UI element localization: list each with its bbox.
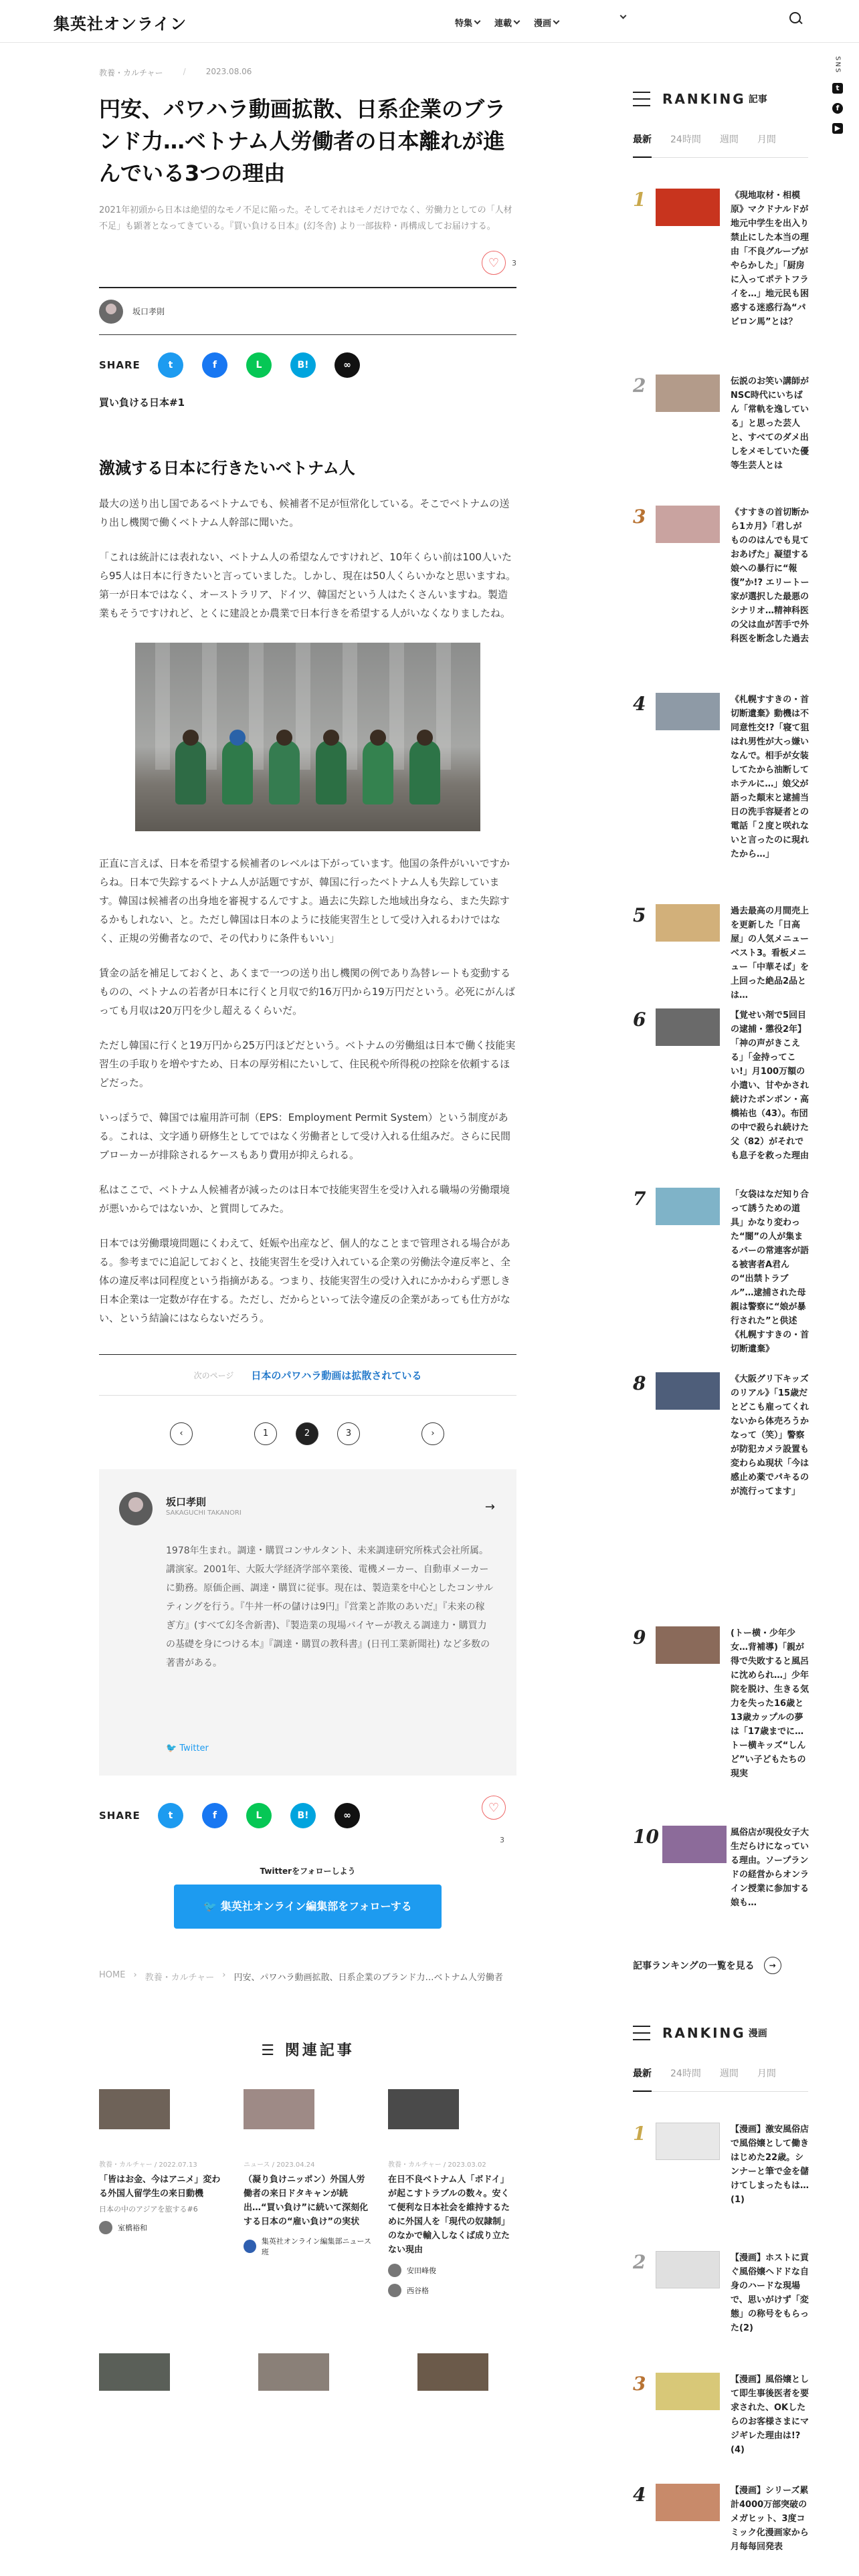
- rank-number: 9: [633, 1626, 646, 1648]
- sns-column: [830, 56, 846, 134]
- breadcrumb-home[interactable]: HOME: [99, 1970, 126, 1980]
- rank-title[interactable]: 《現地取材・相模原》マクドナルドが地元中学生を出入り禁止にした本当の理由「不良グループがやらかした」「厨房に入ってポテトフライを…」地元民も困惑する迷惑行為“パビロン馬”とは？: [731, 191, 809, 327]
- twitter-share-button[interactable]: t: [158, 352, 183, 378]
- related-author-name: 室橋裕和: [118, 2224, 147, 2232]
- related-title[interactable]: 在日不良ベトナム人「ボドイ」が起こすトラブルの数々。安くて便利な日本社会を維持するために外国人を「現代の奴隷制」のなかで輸入しなくば成り立たない現由: [388, 2175, 510, 2255]
- copy-link-button[interactable]: ∞: [335, 352, 360, 378]
- ranking-list: [633, 2123, 808, 2551]
- tab-24h[interactable]: 24時間: [670, 2068, 701, 2079]
- author-twitter-label: Twitter: [179, 1743, 209, 1753]
- related-meta: 教養・カルチャー / 2023.03.02: [388, 2161, 486, 2169]
- related-heading: [99, 2039, 516, 2060]
- related-card[interactable]: [99, 2089, 227, 2297]
- follow-button-label: 集英社オンライン編集部をフォローする: [220, 1900, 412, 1913]
- tab-latest[interactable]: 最新: [633, 132, 652, 158]
- related-author-name: 集英社オンライン編集部ニュース班: [261, 2237, 371, 2256]
- ranking-header: [633, 2025, 808, 2041]
- rank-number: 2: [633, 2251, 646, 2273]
- nav-item-feature[interactable]: [455, 16, 480, 29]
- pagination: [99, 1396, 516, 1469]
- like-row: [99, 235, 516, 288]
- prev-page-button[interactable]: ‹: [170, 1422, 193, 1445]
- series-label[interactable]: 買い負ける日本#1: [99, 397, 185, 409]
- rank-title[interactable]: 《すすきの首切断から1カ月》「君しがもののはんでも見ておあげた」凝望する娘への暴行に“報復”か!? エリートー家が選択した最悪のシナリオ…精神科医の父は血が苦手で外科医を断念した過去: [731, 508, 809, 644]
- rank-thumbnail[interactable]: [656, 1626, 720, 1664]
- follow-note: Twitterをフォローしよう: [260, 1866, 356, 1876]
- like-count: 3: [500, 1836, 504, 1844]
- related-author[interactable]: [244, 2236, 372, 2257]
- next-page-label: 次のページ: [193, 1370, 234, 1380]
- ranking-list-cont: [633, 1626, 808, 1800]
- article-category[interactable]: 教養・カルチャー: [99, 68, 163, 78]
- rank-title[interactable]: 【漫画】ホストに貢ぐ風俗嬢ヘドドな自身のハードな現場で、思いがけず「変態」の称号をもらった(2): [731, 2253, 809, 2333]
- nav-item-manga[interactable]: [534, 16, 559, 29]
- rank-number: 3: [633, 506, 646, 528]
- rank-number: 4: [633, 2484, 646, 2506]
- twitter-share-button[interactable]: t: [158, 1803, 183, 1828]
- tab-monthly[interactable]: 月間: [757, 2068, 776, 2079]
- paragraph: ただし韓国に行くと19万円から25万円ほどだという。ベトナムの労働組は日本で働く技能実習生の手取りを増やすため、日本の厚労相にたいして、住民税や所得税の控除を依頼するほどだった。: [99, 1039, 516, 1089]
- related-author-name: 西谷格: [407, 2286, 429, 2295]
- rank-thumbnail[interactable]: [656, 374, 720, 412]
- like-count: 3: [512, 259, 516, 267]
- rank-title[interactable]: 風俗店が現役女子大生だらけになっている理由。ソープランドの経営からオンライン授業に参加する娘も…: [731, 1828, 809, 1908]
- ranking-list-cont: [633, 1826, 808, 1933]
- rank-title[interactable]: 【漫画】シリーズ累計4000万部突破のメガヒット、3度コミック化漫画家から月每每回発表: [731, 2486, 809, 2552]
- rank-title[interactable]: 伝説のお笑い講師がNSC時代にいちばん「常軌を逸している」と思った芸人と、すべてのダメ出しをメモしていた優等生芸人とは: [731, 377, 809, 471]
- related-meta: 教養・カルチャー / 2022.07.13: [99, 2161, 197, 2169]
- global-nav: [455, 16, 559, 29]
- facebook-share-button[interactable]: f: [202, 352, 227, 378]
- related-author-name: 安田峰俊: [407, 2266, 436, 2275]
- author-kana: SAKAGUCHI TAKANORI: [166, 1509, 242, 1517]
- twitter-icon: 🐦: [203, 1900, 221, 1913]
- article-meta: [99, 67, 516, 78]
- heart-icon[interactable]: ♡: [482, 251, 506, 275]
- rank-thumbnail[interactable]: [662, 1826, 727, 1863]
- rank-number: 10: [633, 1826, 659, 1848]
- youtube-icon[interactable]: ▶: [832, 123, 843, 134]
- rank-number: 1: [633, 2123, 646, 2145]
- breadcrumb-current: 円安、パワハラ動画拡散、日系企業のブランド力…ベトナム人労働者: [233, 1973, 503, 1983]
- rank-title[interactable]: 「女袋はなだ知り合って誘うための道具」かなり変わった“闇”の人が集まるバーの常連客が語る被害者A君んの“出禁トラブル”…逮捕された母親は警察に“娘が暴行された”と供述《札幌すすきの・首切断遺棄》: [731, 1190, 809, 1354]
- page-1-button[interactable]: 1: [254, 1422, 277, 1445]
- rank-thumbnail[interactable]: [656, 2373, 720, 2410]
- nav-item-label: 連載: [494, 19, 512, 29]
- ranking-subtitle: 記事: [748, 94, 767, 105]
- related-title[interactable]: （凝り負けニッポン）外国人労働者の来日ドタキャンが続出…“買い負け”に続いて深刻化する日本の“雇い負け”の実状: [244, 2175, 369, 2227]
- ranking-tabs: [633, 2066, 808, 2092]
- rank-thumbnail[interactable]: [656, 2484, 720, 2521]
- ranking-more-label: 記事ランキングの一覧を見る: [633, 1961, 755, 1971]
- sns-label: SNS: [834, 56, 842, 74]
- share-bar: [99, 1802, 360, 1829]
- search-icon[interactable]: [789, 12, 804, 27]
- ranking-title: RANKING: [662, 2025, 746, 2041]
- chevron-down-icon: [514, 18, 520, 25]
- rank-number: 8: [633, 1372, 646, 1394]
- author-profile-box: [99, 1469, 516, 1776]
- paragraph: 日本では労働環境問題にくわえて、妊娠や出産など、個人的なことまで管理される場合がある。参考までに追記しておくと、技能実習生を受け入れている企業の労働法令違反率と、全体の違反率は同程度という指摘がある。つまり、技能実習生の受け入れにかかわらず悪しき日本企業は一定数が存在する。ただし、だからといって法令違反の企業があっても仕方がない、という結論にはならないだろう。: [99, 1237, 511, 1324]
- related-author[interactable]: [99, 2221, 227, 2234]
- chevron-right-icon: ›: [222, 1970, 226, 1980]
- hatena-share-button[interactable]: B!: [290, 1803, 316, 1828]
- nav-item-label: 特集: [455, 19, 473, 29]
- arrow-right-icon[interactable]: →: [484, 1500, 495, 1514]
- author-name[interactable]: 坂口孝則: [132, 307, 165, 316]
- tab-weekly[interactable]: 週間: [719, 134, 739, 145]
- related-author[interactable]: [388, 2264, 516, 2277]
- arrow-right-icon: →: [764, 1957, 781, 1974]
- site-logo[interactable]: 集英社オンライン: [54, 15, 187, 33]
- author-row: [99, 288, 516, 335]
- related-thumbnail[interactable]: [244, 2089, 314, 2129]
- avatar: [244, 2240, 256, 2253]
- ranking-title: RANKING: [662, 91, 746, 107]
- breadcrumb: [99, 1970, 516, 1983]
- related-series: 日本の中のアジアを旅する#6: [99, 2205, 198, 2214]
- page-3-button[interactable]: 3: [337, 1422, 360, 1445]
- rank-thumbnail[interactable]: [656, 693, 720, 730]
- ranking-header: [633, 91, 808, 107]
- related-thumbnail[interactable]: [99, 2353, 170, 2391]
- rank-title[interactable]: 《大阪グリ下キッズのリアル》「15歳だとどこも雇ってくれないから体売ろうかなって（笑）」警察が防犯カメラ設置も変わらぬ現状「今は感止め薬でパキるのが流行ってます」: [731, 1374, 809, 1497]
- chevron-down-icon: [474, 18, 481, 25]
- paragraph: 「これは統計には表れない、ベトナム人の希望なんですけれど、10年くらい前は100人いたら95人は日本に行きたいと言っていました。しかし、現在は50人くらいかなと思いますね。第一が日本ではなく、オーストラリア、ドイツ、韓国だという人はたくさんいますね。製造業もそうですけれど、とくに建設とか農業で日本行きを希望する人がいなくなりましたね。: [99, 551, 516, 619]
- hatena-share-button[interactable]: B!: [290, 352, 316, 378]
- rank-number: 3: [633, 2373, 646, 2395]
- avatar: [99, 2221, 112, 2234]
- related-thumbnail[interactable]: [388, 2089, 459, 2129]
- rank-title[interactable]: 《札幌すすきの・首切断遺棄》動機は不同意性交!?「寝て狙はれ男性が大っ嫌いなんで。相手が女装してたから油断してホテルに…」娘父が語った顛末と逮捕当日の洗手容疑者との電話「２度と咲れないと言ったのに現れたから…」: [731, 695, 809, 859]
- ranking-subtitle: 漫画: [748, 2028, 767, 2039]
- related-thumbnail[interactable]: [258, 2353, 329, 2391]
- chevron-down-icon: [553, 18, 560, 25]
- rank-thumbnail[interactable]: [656, 506, 720, 543]
- section-heading: 激減する日本に行きたいベトナム人: [99, 459, 355, 477]
- share-label: SHARE: [99, 1810, 140, 1822]
- rank-thumbnail[interactable]: [656, 1372, 720, 1410]
- share-label: SHARE: [99, 359, 140, 371]
- copy-link-button[interactable]: ∞: [335, 1803, 360, 1828]
- rank-number: 6: [633, 1008, 646, 1031]
- paragraph: いっぽうで、韓国では雇用許可制（EPS：Employment Permit System）という制度がある。これは、文字通り研修生としてではなく労働者として受け入れる仕組みだ。さらに民間ブローカーが排除されるケースもあり費用が抑えられる。: [99, 1111, 511, 1161]
- ranking-more-link[interactable]: [633, 1957, 781, 1974]
- meta-divider: /: [183, 67, 186, 76]
- follow-twitter-button[interactable]: [174, 1885, 442, 1929]
- tab-latest[interactable]: 最新: [633, 2066, 652, 2092]
- related-thumbnail[interactable]: [99, 2089, 170, 2129]
- chevron-right-icon: ›: [133, 1970, 137, 1980]
- tab-weekly[interactable]: 週間: [719, 2068, 739, 2079]
- article-title: 円安、パワハラ動画拡散、日系企業のブランド力…ベトナム人労働者の日本離れが進んでいる3つの理由: [99, 96, 506, 186]
- avatar[interactable]: [99, 300, 123, 324]
- next-page-title[interactable]: 日本のパワハラ動画は拡散されている: [251, 1369, 422, 1382]
- article-photo: [135, 643, 480, 831]
- rank-title[interactable]: 【漫画】激安風俗店で風俗嬢として働きはじめた22歳。シンナーと筆で金を儲けてしまったもは…(1): [731, 2125, 809, 2205]
- page-2-button[interactable]: 2: [296, 1422, 318, 1445]
- rank-thumbnail[interactable]: [656, 2123, 720, 2160]
- article-lead: 2021年初頭から日本は絶望的なモノ不足に陥った。そしてそれはモノだけでなく、労働力としての「人材不足」も顕著となってきている。『買い負ける日本』(幻冬舎) より一部抜粋・再構成してお届けする。: [99, 205, 512, 231]
- tab-24h[interactable]: 24時間: [670, 134, 701, 145]
- chevron-down-icon[interactable]: [620, 13, 627, 19]
- list-icon: [633, 2026, 650, 2040]
- avatar: [388, 2284, 401, 2297]
- related-card[interactable]: [388, 2089, 516, 2297]
- rank-title[interactable]: (トー横・少年少女…背補導)「親が得で失敗すると風呂に沈められ…」少年院を脱け、生きる気力を失った16歳と13歳カップルの夢は「17歳までに…トー横キッズ“しんど”い子どもたちの現実: [731, 1628, 809, 1779]
- next-page-link[interactable]: [99, 1354, 516, 1396]
- heart-icon[interactable]: ♡: [482, 1796, 506, 1820]
- ranking-tabs: [633, 132, 808, 158]
- ranking-list: [633, 189, 808, 1553]
- site-header: [0, 0, 859, 43]
- nav-item-series[interactable]: [494, 16, 519, 29]
- author-bio: 1978年生まれ。調達・購買コンサルタント、未来調達研究所株式会社所属。講演家。2001年、大阪大学経済学部卒業後、電機メーカー、自動車メーカーに勤務。原価企画、調達・購買に従事。現在は、製造業を中心としたコンサルティングを行う。『牛丼一杯の儲けは9円』『営業と詐欺のあいだ』『未来の稼ぎ方』(すべて幻冬舎新書)、『製造業の現場バイヤーが教える調達力・購買力の基礎を身につける本』『調達・購買の教科書』(日刊工業新聞社) など多数の著書がある。: [166, 1545, 494, 1669]
- rank-thumbnail[interactable]: [656, 904, 720, 942]
- related-author[interactable]: [388, 2284, 516, 2297]
- manga-ranking: [633, 2025, 808, 2551]
- facebook-icon[interactable]: f: [832, 103, 843, 114]
- related-articles-row2: [99, 2353, 516, 2391]
- rank-thumbnail[interactable]: [656, 1008, 720, 1046]
- share-bar: [99, 335, 516, 395]
- author-name[interactable]: 坂口孝則: [166, 1496, 207, 1508]
- line-share-button[interactable]: L: [246, 1803, 272, 1828]
- paragraph: 私はここで、ベトナム人候補者が減ったのは日本で技能実習生を受け入れる職場の労働環境が悪いからではないか、と質問してみた。: [99, 1184, 510, 1214]
- related-thumbnail[interactable]: [417, 2353, 488, 2391]
- rank-number: 2: [633, 374, 646, 397]
- article-date: 2023.08.06: [205, 67, 252, 76]
- rank-number: 7: [633, 1188, 646, 1210]
- rank-number: 5: [633, 904, 646, 926]
- avatar[interactable]: [119, 1492, 153, 1525]
- related-card[interactable]: [244, 2089, 372, 2297]
- paragraph: 賃金の話を補足しておくと、あくまで一つの送り出し機関の例であり為替レートも変動するものの、ベトナムの若者が日本に行くと月収で約16万円から19万円だという。必死にがんばっても月収は20万円を少し超えるくらいだ。: [99, 967, 515, 1016]
- list-icon: [633, 92, 650, 106]
- rank-title[interactable]: 【覚せい剤で5回目の逮捕・懲役2年】「神の声がきこえる」「金持ってこい!」月100万額の小遣い、甘やかされ続けたボンボン・高橋祐也（43）。布団の中で殺られ続けた父（82）がそれでも息子を救った理由: [731, 1010, 809, 1161]
- rank-thumbnail[interactable]: [656, 1188, 720, 1225]
- related-articles: [99, 2089, 516, 2297]
- paragraph: 正直に言えば、日本を希望する候補者のレベルは下がっています。他国の条件がいいですからね。日本で失踪するベトナム人が話題ですが、韓国に行ったベトナム人も失踪しています。韓国は候補者の出身地を審視するんですよ。過去に失踪した地域出身なら、また失踪するかもしれない、と。ただし韓国は日本のように技能実習生として受け入れるわけではなく、正規の労働者なので、その代わりに条件もいい」: [99, 857, 510, 944]
- tab-monthly[interactable]: 月間: [757, 134, 776, 145]
- avatar: [388, 2264, 401, 2277]
- share-bar-bottom: [99, 1776, 516, 1860]
- breadcrumb-category[interactable]: 教養・カルチャー: [145, 1973, 215, 1983]
- rank-title[interactable]: 過去最高の月間売上を更新した「日高屋」の人気メニューベスト3。看板メニュー「中華そば」を上回った絶品2品とは…: [731, 906, 809, 1000]
- related-meta: ニュース / 2023.04.24: [244, 2161, 315, 2169]
- sidebar: [633, 91, 809, 2552]
- rank-thumbnail[interactable]: [656, 189, 720, 226]
- twitter-icon[interactable]: t: [832, 83, 843, 94]
- rank-number: 1: [633, 189, 646, 211]
- twitter-icon: 🐦: [166, 1743, 180, 1753]
- rank-thumbnail[interactable]: [656, 2251, 720, 2288]
- related-heading-label: 関連記事: [284, 2042, 355, 2059]
- list-icon: ☰: [261, 2042, 285, 2059]
- article-main: [99, 67, 516, 2391]
- related-title[interactable]: 「皆はお金、今はアニメ」変わる外国人留学生の来日動機: [99, 2175, 221, 2199]
- paragraph: 最大の送り出し国であるベトナムでも、候補者不足が恒常化している。そこでベトナムの送り出し機関で働くベトナム人幹部に聞いた。: [99, 498, 510, 528]
- nav-item-label: 漫画: [534, 19, 552, 29]
- facebook-share-button[interactable]: f: [202, 1803, 227, 1828]
- next-page-button[interactable]: ›: [421, 1422, 444, 1445]
- author-twitter-link[interactable]: [166, 1743, 209, 1753]
- line-share-button[interactable]: L: [246, 352, 272, 378]
- rank-title[interactable]: 【漫画】風俗嬢として即生事後医者を要求された、OKしたらのお客様さまにマジギレた理由は!? (4): [731, 2375, 809, 2455]
- rank-number: 4: [633, 693, 646, 715]
